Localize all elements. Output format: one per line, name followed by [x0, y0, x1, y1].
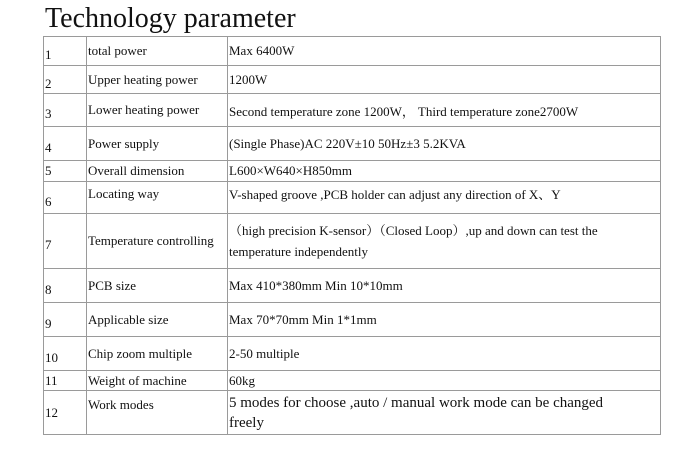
parameter-value: Second temperature zone 1200W， Third temperature zone2700W: [228, 94, 661, 127]
table-row: [44, 182, 661, 214]
parameter-table: [43, 36, 661, 435]
parameter-value-line: （high precision K-sensor）（Closed Loop）,up and down can test the: [229, 223, 598, 238]
table-row: [44, 94, 661, 127]
row-number: 11: [44, 371, 87, 391]
parameter-value: Max 70*70mm Min 1*1mm: [228, 303, 661, 337]
parameter-value-line: temperature independently: [229, 244, 368, 259]
parameter-value: 2-50 multiple: [228, 337, 661, 371]
parameter-name: total power: [87, 37, 228, 66]
parameter-value: 60kg: [228, 371, 661, 391]
row-number: 10: [44, 337, 87, 371]
row-number: 5: [44, 161, 87, 182]
page-title: Technology parameter: [45, 3, 296, 34]
row-number: 9: [44, 303, 87, 337]
row-number: 8: [44, 269, 87, 303]
parameter-name: Upper heating power: [87, 66, 228, 94]
table-row: [44, 66, 661, 94]
parameter-value: V-shaped groove ,PCB holder can adjust any direction of X、Y: [228, 182, 661, 214]
table-row: [44, 303, 661, 337]
row-number: 12: [44, 391, 87, 435]
table-row: [44, 37, 661, 66]
table-row: [44, 269, 661, 303]
row-number: 3: [44, 94, 87, 127]
table-row: [44, 371, 661, 391]
row-number: 6: [44, 182, 87, 214]
table-row: [44, 214, 661, 269]
parameter-name: Chip zoom multiple: [87, 337, 228, 371]
parameter-value: Max 6400W: [228, 37, 661, 66]
parameter-value: [228, 391, 661, 435]
parameter-value: [228, 214, 661, 269]
parameter-name: Locating way: [87, 182, 228, 214]
parameter-name: PCB size: [87, 269, 228, 303]
parameter-name: Temperature controlling: [87, 214, 228, 269]
table-row: [44, 127, 661, 161]
parameter-value-line: freely: [229, 414, 264, 431]
row-number: 7: [44, 214, 87, 269]
parameter-value: 1200W: [228, 66, 661, 94]
parameter-name: Overall dimension: [87, 161, 228, 182]
parameter-value: L600×W640×H850mm: [228, 161, 661, 182]
parameter-value: (Single Phase)AC 220V±10 50Hz±3 5.2KVA: [228, 127, 661, 161]
parameter-value: Max 410*380mm Min 10*10mm: [228, 269, 661, 303]
table-row: [44, 337, 661, 371]
parameter-name: Work modes: [87, 391, 228, 435]
parameter-name: Lower heating power: [87, 94, 228, 127]
row-number: 2: [44, 66, 87, 94]
row-number: 1: [44, 37, 87, 66]
parameter-value-line: 5 modes for choose ,auto / manual work mode can be changed: [229, 394, 604, 411]
row-number: 4: [44, 127, 87, 161]
parameter-name: Weight of machine: [87, 371, 228, 391]
table-row: [44, 391, 661, 435]
parameter-name: Power supply: [87, 127, 228, 161]
table-row: [44, 161, 661, 182]
parameter-name: Applicable size: [87, 303, 228, 337]
